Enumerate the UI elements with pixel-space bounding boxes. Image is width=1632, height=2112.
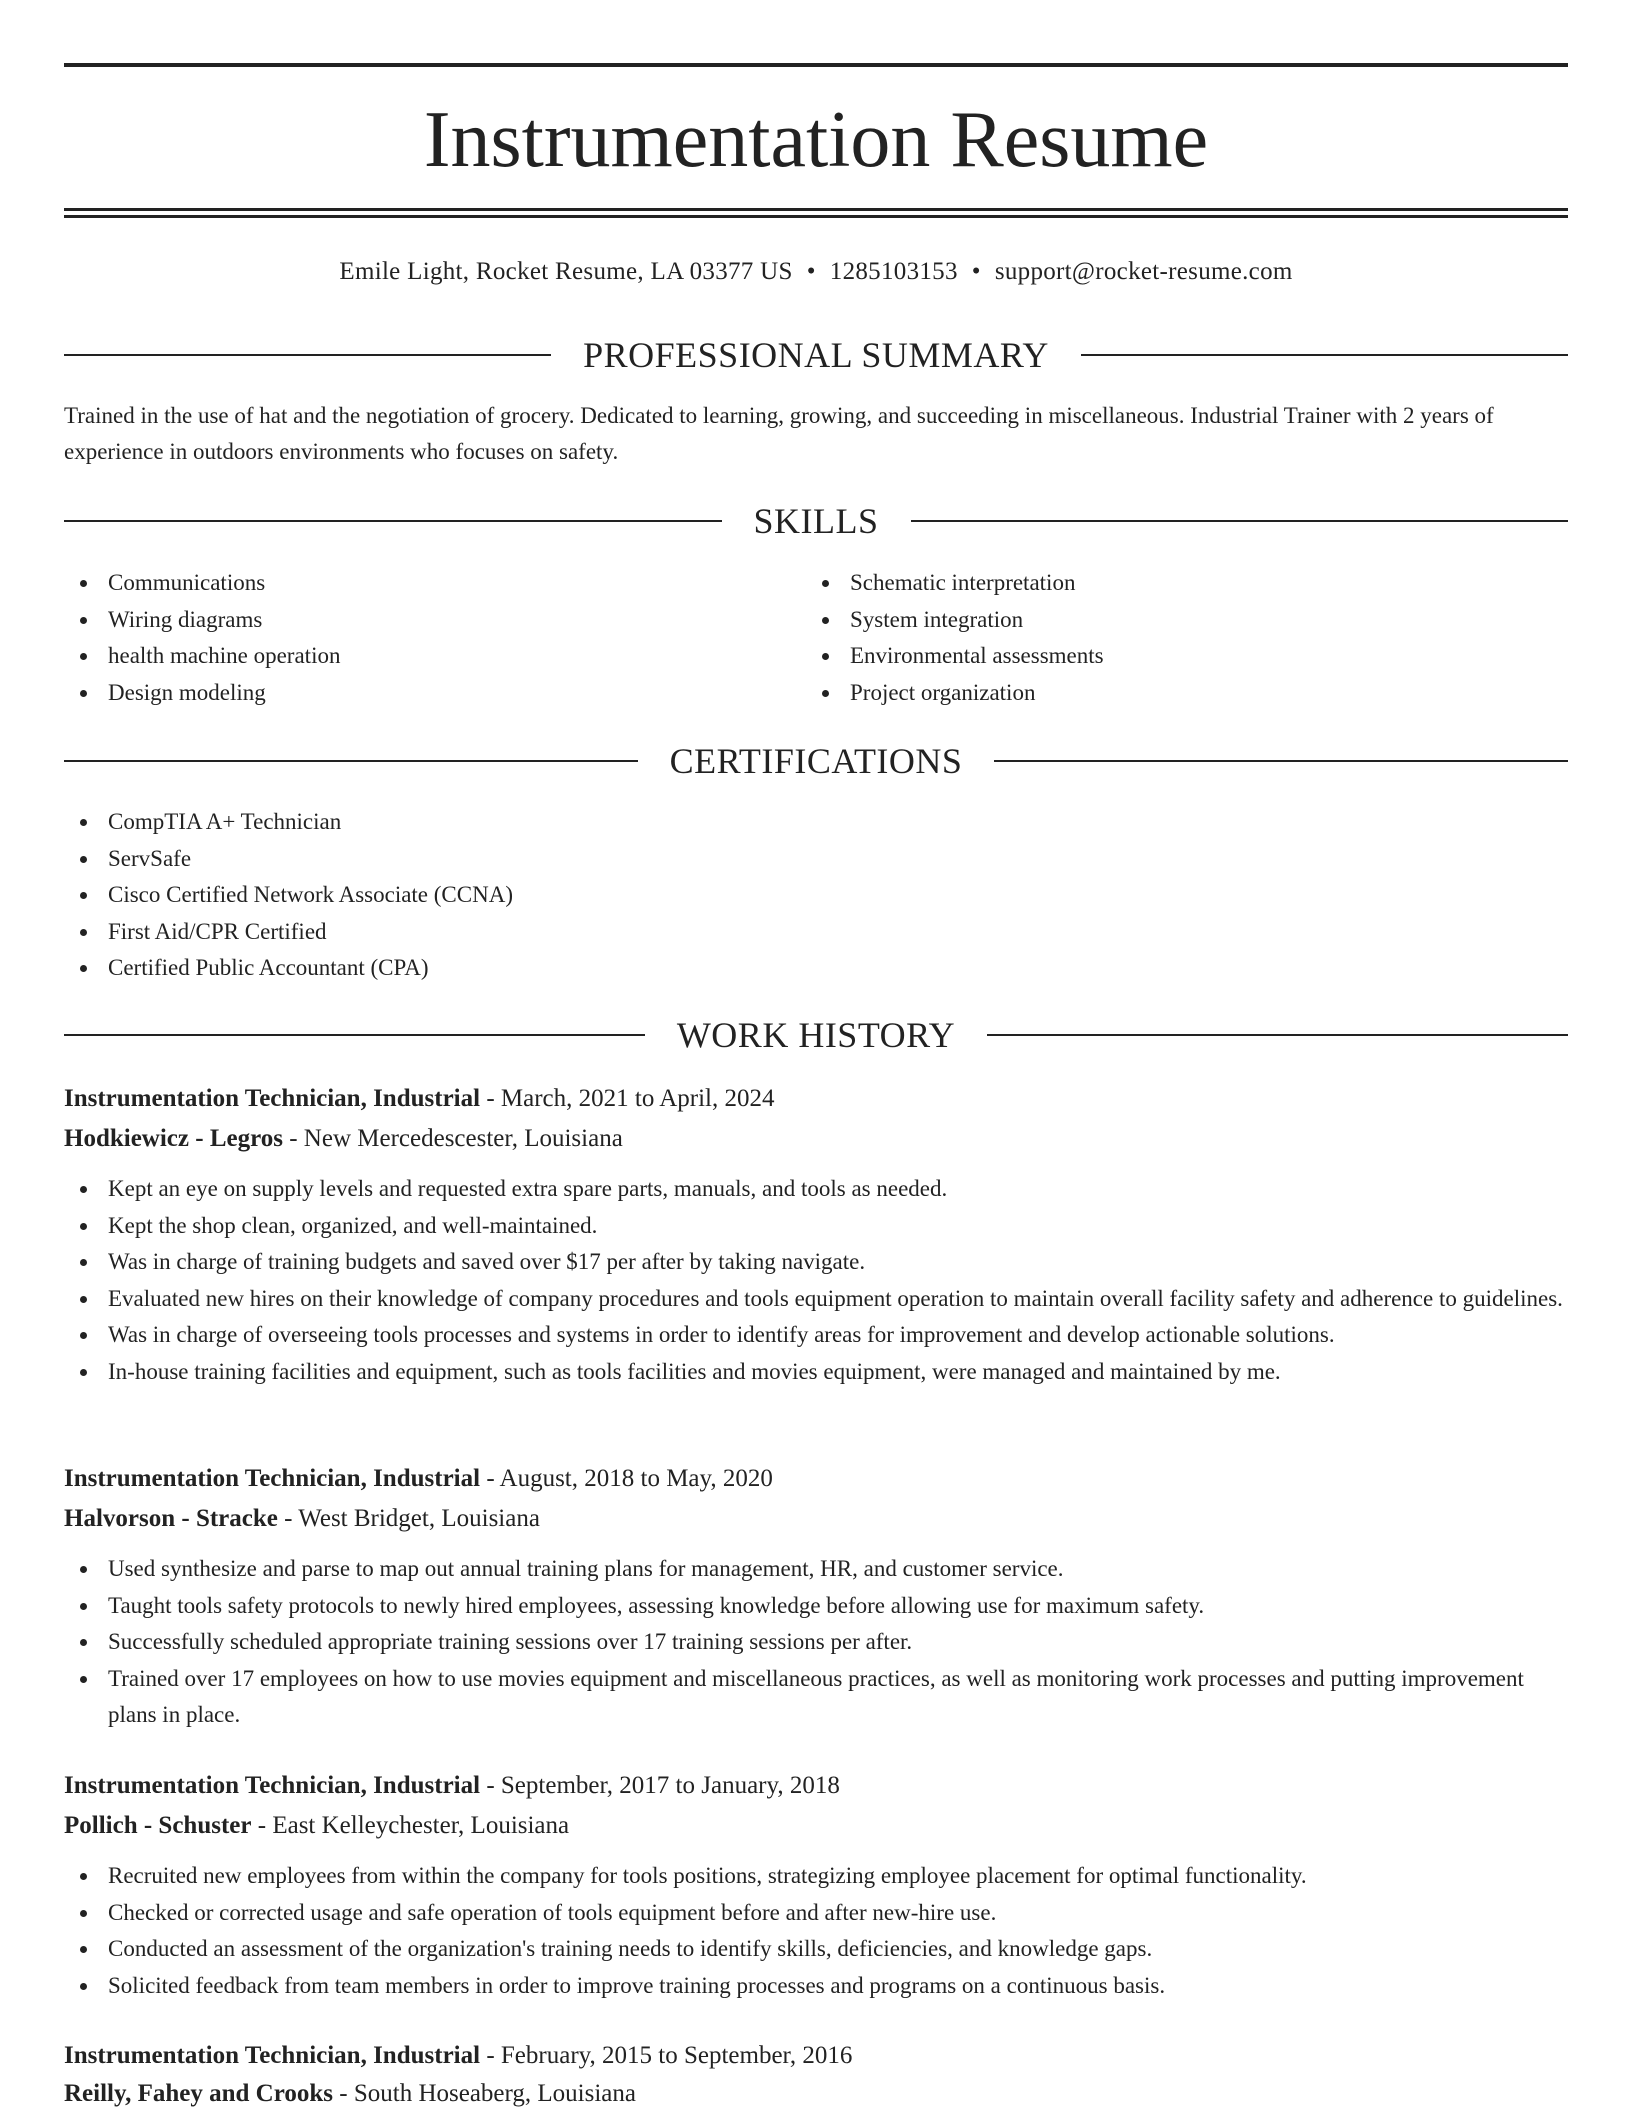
job-title: Instrumentation Technician, Industrial: [64, 1465, 481, 1492]
section-rule: [64, 354, 551, 356]
job-company: Reilly, Fahey and Crooks: [64, 2080, 334, 2107]
section-rule: [1081, 354, 1568, 356]
skills-section-header: [64, 499, 1568, 543]
contact-separator: •: [971, 258, 981, 285]
section-rule: [64, 520, 722, 522]
job-location: - East Kelleychester, Louisiana: [251, 1812, 570, 1839]
job-duties-list: [64, 1551, 1568, 1734]
job-location: - New Mercedescester, Louisiana: [282, 1125, 623, 1152]
job-title: Instrumentation Technician, Industrial: [64, 2042, 481, 2069]
section-rule: [994, 760, 1568, 762]
top-rule: [64, 63, 1568, 67]
summary-section-header: [64, 333, 1568, 377]
certification-item: Cisco Certified Network Associate (CCNA): [64, 877, 1568, 914]
skill-item: Environmental assessments: [806, 638, 1546, 675]
certification-item: Certified Public Accountant (CPA): [64, 950, 1568, 987]
job-title-line: [64, 2038, 1568, 2074]
certification-item: First Aid/CPR Certified: [64, 914, 1568, 951]
job-duty: Successfully scheduled appropriate training sessions over 17 training sessions per after.: [64, 1624, 1568, 1661]
job-entry: [64, 2038, 1568, 2112]
skills-list-right: [806, 565, 1546, 711]
job-title: Instrumentation Technician, Industrial: [64, 1772, 481, 1799]
skill-item: health machine operation: [64, 638, 804, 675]
job-duty: Was in charge of training budgets and saved over $17 per after by taking navigate.: [64, 1244, 1568, 1281]
summary-text: Trained in the use of hat and the negotiation of grocery. Dedicated to learning, growing, and succeeding in miscellaneous. Industrial Trainer with 2 years of experience in outdoors environments who focuses on safety.: [64, 403, 1494, 464]
resume-title: Instrumentation Resume: [423, 96, 1209, 184]
skills-list-left: [64, 565, 804, 711]
section-rule: [64, 1034, 645, 1036]
skill-item: Project organization: [806, 675, 1546, 712]
section-rule: [987, 1034, 1568, 1036]
job-dates: - September, 2017 to January, 2018: [480, 1772, 840, 1799]
skill-item: Design modeling: [64, 675, 804, 712]
job-duty: Kept the shop clean, organized, and well-maintained.: [64, 1208, 1568, 1245]
job-dates: - February, 2015 to September, 2016: [480, 2042, 853, 2069]
job-duties-list: [64, 1171, 1568, 1390]
job-company-line: [64, 1501, 1568, 1537]
job-dates: - March, 2021 to April, 2024: [480, 1085, 775, 1112]
job-company-line: [64, 2076, 1568, 2112]
job-company: Hodkiewicz - Legros: [64, 1125, 283, 1152]
job-entry: [64, 1768, 1568, 2004]
job-duty: Solicited feedback from team members in order to improve training processes and programs on a continuous basis.: [64, 1968, 1568, 2005]
job-company-line: [64, 1121, 1568, 1157]
job-duty: Recruited new employees from within the company for tools positions, strategizing employee placement for optimal functionality.: [64, 1858, 1568, 1895]
job-duty: Was in charge of overseeing tools processes and systems in order to identify areas for improvement and develop actionable solutions.: [64, 1317, 1568, 1354]
skills-heading: SKILLS: [753, 501, 879, 541]
contact-separator: •: [806, 258, 816, 285]
job-title-line: [64, 1081, 1568, 1117]
job-title-line: [64, 1461, 1568, 1497]
job-duty: In-house training facilities and equipment, such as tools facilities and movies equipment, were managed and maintained by me.: [64, 1354, 1568, 1391]
section-rule: [911, 520, 1569, 522]
work-history-heading: WORK HISTORY: [676, 1015, 956, 1055]
job-entry: [64, 1461, 1568, 1734]
summary-heading: PROFESSIONAL SUMMARY: [583, 335, 1049, 375]
job-location: - West Bridget, Louisiana: [277, 1505, 540, 1532]
section-rule: [64, 760, 638, 762]
job-company: Halvorson - Stracke: [64, 1505, 278, 1532]
job-duty: Trained over 17 employees on how to use movies equipment and miscellaneous practices, as well as monitoring work processes and putting improvement plans in place.: [64, 1661, 1568, 1734]
job-duty: Taught tools safety protocols to newly hired employees, assessing knowledge before allowing use for maximum safety.: [64, 1588, 1568, 1625]
contact-line: [64, 254, 1568, 290]
certifications-list: [64, 804, 1568, 987]
job-duty: Kept an eye on supply levels and requested extra spare parts, manuals, and tools as needed.: [64, 1171, 1568, 1208]
contact-email: support@rocket-resume.com: [994, 258, 1293, 285]
job-entry: [64, 1081, 1568, 1390]
certifications-heading: CERTIFICATIONS: [669, 741, 963, 781]
title-rule-lower: [64, 215, 1568, 218]
certifications-section-header: [64, 739, 1568, 783]
job-duty: Checked or corrected usage and safe operation of tools equipment before and after new-hire use.: [64, 1895, 1568, 1932]
skill-item: Schematic interpretation: [806, 565, 1546, 602]
job-company: Pollich - Schuster: [64, 1812, 252, 1839]
certification-item: CompTIA A+ Technician: [64, 804, 1568, 841]
contact-phone: 1285103153: [829, 258, 958, 285]
job-duty: Conducted an assessment of the organization's training needs to identify skills, deficiencies, and knowledge gaps.: [64, 1931, 1568, 1968]
skill-item: Communications: [64, 565, 804, 602]
job-location: - South Hoseaberg, Louisiana: [333, 2080, 636, 2107]
certification-item: ServSafe: [64, 841, 1568, 878]
title-rule-upper: [64, 208, 1568, 211]
work-history-section-header: [64, 1013, 1568, 1057]
job-company-line: [64, 1808, 1568, 1844]
job-title: Instrumentation Technician, Industrial: [64, 1085, 481, 1112]
job-duty: Used synthesize and parse to map out annual training plans for management, HR, and customer service.: [64, 1551, 1568, 1588]
job-duty: Evaluated new hires on their knowledge of company procedures and tools equipment operation to maintain overall facility safety and adherence to guidelines.: [64, 1281, 1568, 1318]
job-dates: - August, 2018 to May, 2020: [480, 1465, 773, 1492]
job-title-line: [64, 1768, 1568, 1804]
job-duties-list: [64, 1858, 1568, 2004]
skill-item: Wiring diagrams: [64, 602, 804, 639]
contact-address: Emile Light, Rocket Resume, LA 03377 US: [339, 258, 793, 285]
skill-item: System integration: [806, 602, 1546, 639]
